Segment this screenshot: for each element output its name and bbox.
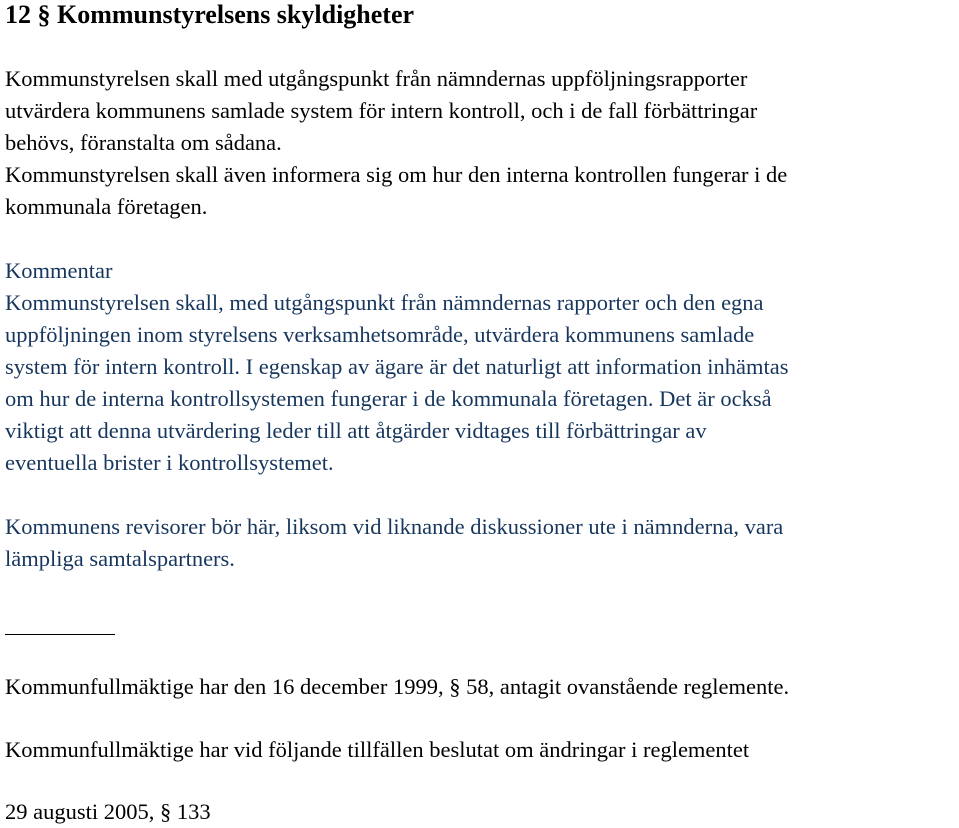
section-paragraph-2: Kommunstyrelsen skall även informera sig om hur den interna kontrollen fungerar i de kommunala företagen. — [5, 162, 788, 219]
section-paragraph-1: Kommunstyrelsen skall med utgångspunkt från nämndernas uppföljningsrapporter utvärdera kommunens samlade system för intern kontroll, och i de fall förbättringar behövs, föranstalta om sådana. — [5, 66, 758, 155]
section-heading: 12 § Kommunstyrelsens skyldigheter — [5, 0, 415, 29]
comment-paragraph-1: Kommunstyrelsen skall, med utgångspunkt från nämndernas rapporter och den egna uppföljningen inom styrelsens verksamhetsområde, utvärdera kommunens samlade system för intern kontroll. I egenskap av ägare är det naturligt att information inhämtas om hur de interna kontrollsystemen fungerar i de kommunala företagen. Det är också viktigt att denna utvärdering leder till att åtgärder vidtages till förbättringar av eventuella brister i kontrollsystemet. — [5, 290, 789, 475]
amendments-intro: Kommunfullmäktige har vid följande tillfällen beslutat om ändringar i reglementet — [5, 737, 750, 762]
footnote-separator — [5, 634, 115, 635]
comment-label: Kommentar — [5, 258, 113, 283]
adoption-note: Kommunfullmäktige har den 16 december 1999, § 58, antagit ovanstående reglemente. — [5, 674, 790, 699]
amendment-date: 29 augusti 2005, § 133 — [5, 799, 211, 824]
comment-paragraph-2: Kommunens revisorer bör här, liksom vid liknande diskussioner ute i nämnderna, vara lämpliga samtalspartners. — [5, 514, 784, 571]
